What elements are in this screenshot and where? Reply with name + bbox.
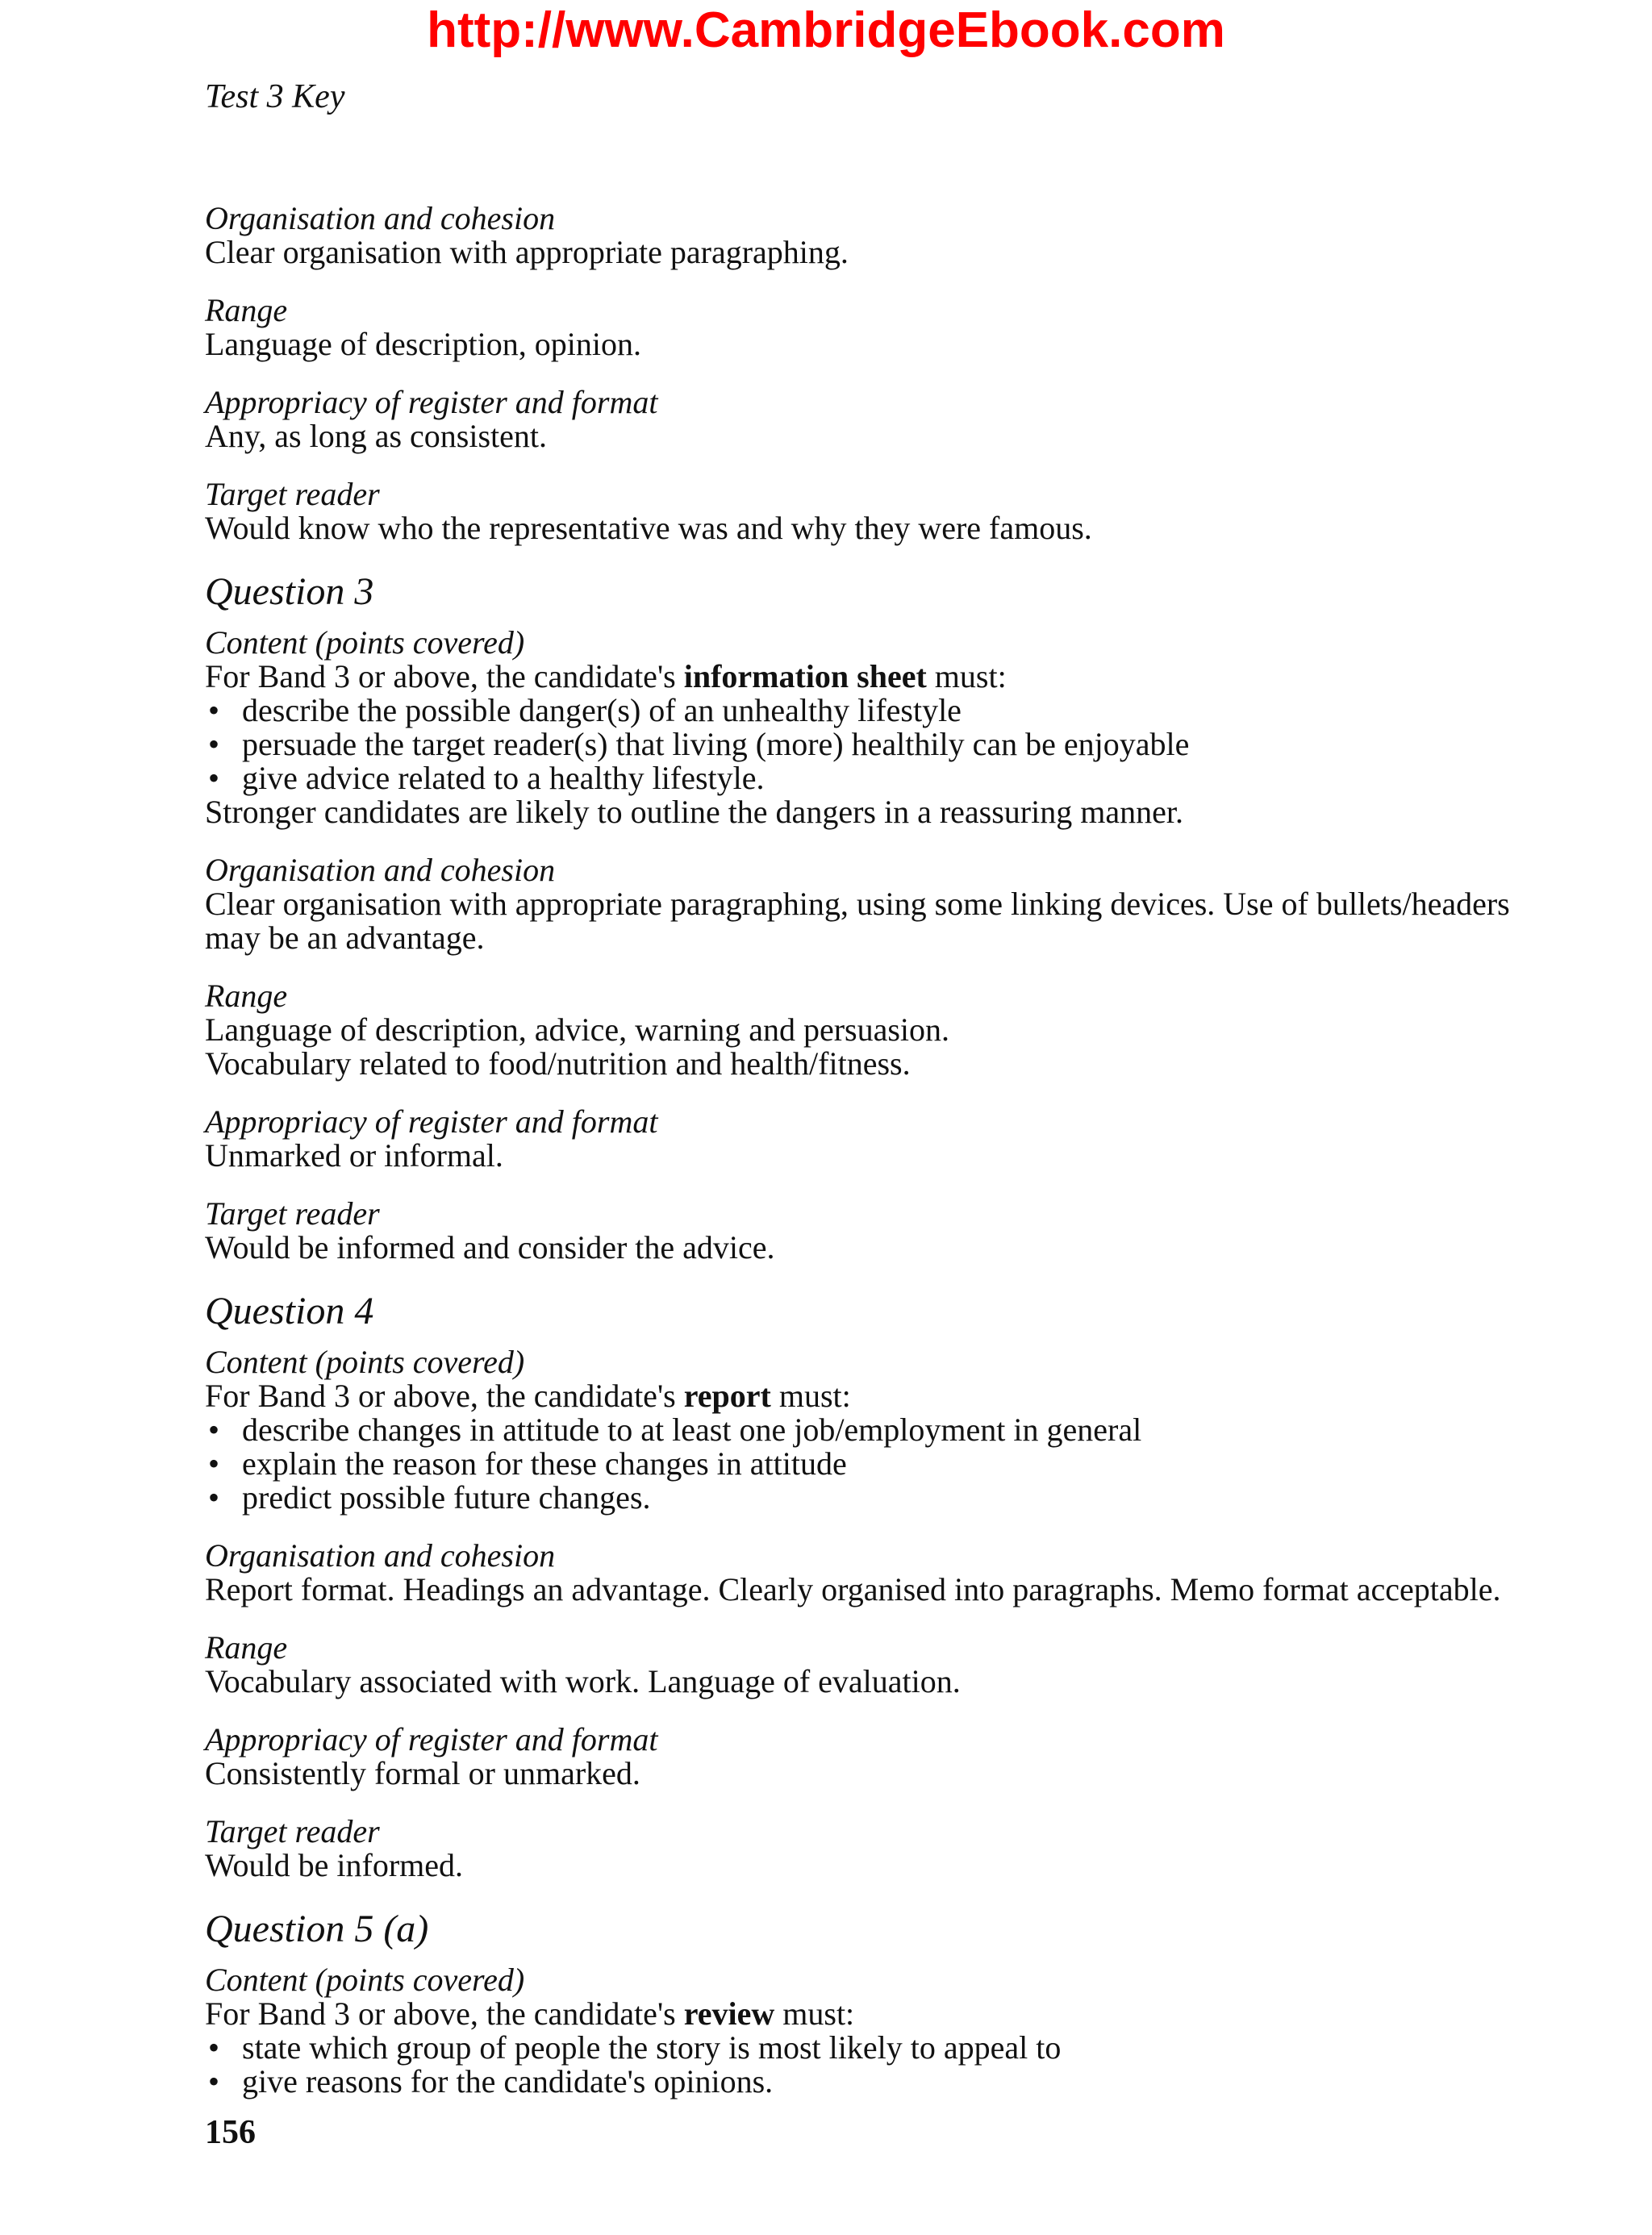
content-points-list <box>205 1413 1544 1515</box>
section-text: Stronger candidates are likely to outline the dangers in a reassuring manner. <box>205 794 1183 830</box>
question-3-heading: Question 3 <box>205 570 374 613</box>
q2-appropriacy-section <box>205 386 1544 453</box>
watermark-url: http://www.CambridgeEbook.com <box>427 2 1225 58</box>
page-number: 156 <box>205 2114 256 2151</box>
section-label: Organisation and cohesion <box>205 852 556 888</box>
section-label: Target reader <box>205 476 380 512</box>
content-points-list <box>205 2031 1544 2099</box>
q4-organisation-section <box>205 1539 1544 1607</box>
task-type: information sheet <box>683 658 927 694</box>
list-item: • give reasons for the candidate's opinions. <box>205 2065 1544 2099</box>
q3-range-section <box>205 979 1544 1081</box>
band-intro <box>205 1997 1544 2031</box>
q4-appropriacy-section <box>205 1723 1544 1791</box>
list-item: • explain the reason for these changes in attitude <box>205 1447 1544 1481</box>
section-label: Appropriacy of register and format <box>205 384 658 420</box>
section-text: Vocabulary related to food/nutrition and health/fitness. <box>205 1045 911 1082</box>
q2-target-reader-section <box>205 477 1544 545</box>
section-text: Any, as long as consistent. <box>205 418 548 454</box>
q2-range-section <box>205 294 1544 361</box>
section-label: Content (points covered) <box>205 1962 525 1998</box>
intro-text: For Band 3 or above, the candidate's <box>205 1378 676 1414</box>
main-content <box>205 202 1544 2123</box>
section-label: Range <box>205 978 288 1014</box>
section-text: Would be informed and consider the advice. <box>205 1229 775 1266</box>
q3-appropriacy-section <box>205 1105 1544 1173</box>
intro-text: must: <box>778 1378 851 1414</box>
q4-range-section <box>205 1631 1544 1699</box>
question-5a-heading: Question 5 (a) <box>205 1908 429 1950</box>
list-item: • give advice related to a healthy lifestyle. <box>205 761 1544 795</box>
q4-target-reader-section <box>205 1815 1544 1883</box>
section-label: Content (points covered) <box>205 1344 525 1380</box>
task-type: report <box>683 1378 771 1414</box>
section-label: Target reader <box>205 1195 380 1232</box>
section-label: Appropriacy of register and format <box>205 1721 658 1758</box>
section-text: Language of description, opinion. <box>205 326 641 362</box>
task-type: review <box>683 1995 775 2032</box>
section-label: Content (points covered) <box>205 624 525 661</box>
section-text: Would know who the representative was and why they were famous. <box>205 510 1092 546</box>
section-label: Organisation and cohesion <box>205 200 556 236</box>
section-label: Range <box>205 292 288 328</box>
q3-content-section <box>205 626 1544 829</box>
content-points-list <box>205 694 1544 795</box>
running-head: Test 3 Key <box>205 78 345 115</box>
list-item: • describe the possible danger(s) of an unhealthy lifestyle <box>205 694 1544 728</box>
band-intro <box>205 1379 1544 1413</box>
band-intro <box>205 660 1544 694</box>
intro-text: For Band 3 or above, the candidate's <box>205 658 676 694</box>
section-text: Language of description, advice, warning and persuasion. <box>205 1011 950 1048</box>
section-label: Range <box>205 1629 288 1666</box>
q3-target-reader-section <box>205 1197 1544 1265</box>
section-label: Organisation and cohesion <box>205 1537 556 1574</box>
section-text: Vocabulary associated with work. Language of evaluation. <box>205 1663 961 1699</box>
section-label: Target reader <box>205 1813 380 1849</box>
q5a-content-section <box>205 1963 1544 2099</box>
list-item: • persuade the target reader(s) that living (more) healthily can be enjoyable <box>205 728 1544 761</box>
section-label: Appropriacy of register and format <box>205 1103 658 1140</box>
intro-text: must: <box>934 658 1007 694</box>
q3-organisation-section <box>205 853 1544 955</box>
section-text: Clear organisation with appropriate paragraphing, using some linking devices. Use of bullets/headers may be an advantage. <box>205 886 1510 956</box>
section-text: Unmarked or informal. <box>205 1137 503 1174</box>
section-text: Would be informed. <box>205 1847 464 1883</box>
intro-text: must: <box>782 1995 855 2032</box>
q4-content-section <box>205 1345 1544 1515</box>
question-4-heading: Question 4 <box>205 1290 374 1332</box>
section-text: Consistently formal or unmarked. <box>205 1755 640 1791</box>
section-text: Clear organisation with appropriate paragraphing. <box>205 234 849 270</box>
list-item: • state which group of people the story is most likely to appeal to <box>205 2031 1544 2065</box>
section-text: Report format. Headings an advantage. Clearly organised into paragraphs. Memo format acceptable. <box>205 1571 1501 1607</box>
list-item: • describe changes in attitude to at least one job/employment in general <box>205 1413 1544 1447</box>
intro-text: For Band 3 or above, the candidate's <box>205 1995 676 2032</box>
list-item: • predict possible future changes. <box>205 1481 1544 1515</box>
q2-organisation-section <box>205 202 1544 269</box>
